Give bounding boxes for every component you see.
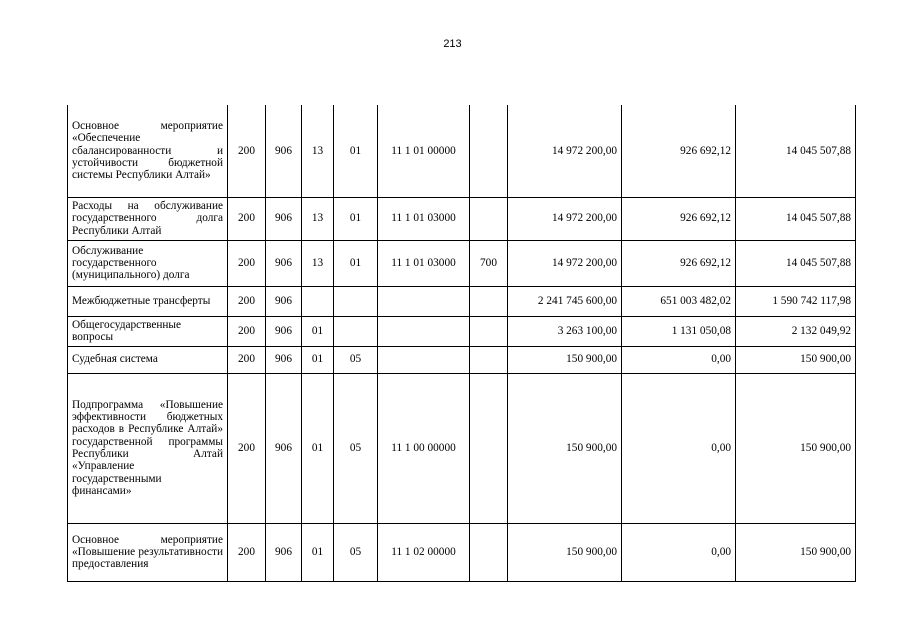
row-value-1: 150 900,00 <box>508 346 622 373</box>
row-code-5: 11 1 01 03000 <box>378 240 470 286</box>
table-row <box>68 316 856 346</box>
row-code-5: 11 1 00 00000 <box>378 373 470 523</box>
row-code-5: 11 1 01 03000 <box>378 197 470 240</box>
row-code-4: 01 <box>334 240 378 286</box>
row-value-2: 926 692,12 <box>622 197 736 240</box>
row-code-2: 906 <box>266 373 302 523</box>
row-value-1: 14 972 200,00 <box>508 197 622 240</box>
row-code-6: 700 <box>470 240 508 286</box>
row-code-4: 05 <box>334 523 378 581</box>
row-code-5 <box>378 346 470 373</box>
row-code-1: 200 <box>228 373 266 523</box>
row-value-3: 14 045 507,88 <box>736 197 856 240</box>
row-code-6 <box>470 316 508 346</box>
row-value-3: 1 590 742 117,98 <box>736 286 856 316</box>
row-value-1: 2 241 745 600,00 <box>508 286 622 316</box>
row-value-3: 14 045 507,88 <box>736 105 856 197</box>
row-code-3: 13 <box>302 105 334 197</box>
row-code-2: 906 <box>266 316 302 346</box>
row-name: Общегосударственные вопросы <box>68 316 228 346</box>
row-code-3: 01 <box>302 373 334 523</box>
row-code-4: 05 <box>334 373 378 523</box>
row-value-2: 0,00 <box>622 346 736 373</box>
row-value-2: 926 692,12 <box>622 105 736 197</box>
table-row <box>68 373 856 523</box>
row-code-1: 200 <box>228 316 266 346</box>
row-value-3: 150 900,00 <box>736 523 856 581</box>
row-code-4 <box>334 286 378 316</box>
row-code-4: 01 <box>334 197 378 240</box>
row-code-6 <box>470 373 508 523</box>
row-code-6 <box>470 197 508 240</box>
row-name: Подпрограмма «Повышение эффективности бюджетных расходов в Республике Алтай» государственной программы Республики Алтай «Управление государственными финансами» <box>68 373 228 523</box>
row-value-2: 651 003 482,02 <box>622 286 736 316</box>
row-value-1: 14 972 200,00 <box>508 105 622 197</box>
row-code-5: 11 1 02 00000 <box>378 523 470 581</box>
row-name: Межбюджетные трансферты <box>68 286 228 316</box>
row-code-6 <box>470 105 508 197</box>
row-value-3: 2 132 049,92 <box>736 316 856 346</box>
row-value-1: 14 972 200,00 <box>508 240 622 286</box>
budget-table <box>67 105 856 582</box>
table-row <box>68 286 856 316</box>
row-value-2: 926 692,12 <box>622 240 736 286</box>
row-code-4 <box>334 316 378 346</box>
row-code-5: 11 1 01 00000 <box>378 105 470 197</box>
row-name: Обслуживание государственного (муниципального) долга <box>68 240 228 286</box>
row-value-1: 150 900,00 <box>508 523 622 581</box>
row-name: Основное мероприятие «Обеспечение сбалансированности и устойчивости бюджетной системы Республики Алтай» <box>68 105 228 197</box>
row-value-2: 0,00 <box>622 523 736 581</box>
row-code-2: 906 <box>266 197 302 240</box>
row-value-3: 150 900,00 <box>736 373 856 523</box>
row-code-3: 01 <box>302 346 334 373</box>
row-name: Расходы на обслуживание государственного долга Республики Алтай <box>68 197 228 240</box>
row-code-3: 13 <box>302 197 334 240</box>
row-code-2: 906 <box>266 523 302 581</box>
row-code-2: 906 <box>266 346 302 373</box>
row-code-1: 200 <box>228 286 266 316</box>
table-row <box>68 346 856 373</box>
row-code-4: 01 <box>334 105 378 197</box>
row-code-1: 200 <box>228 240 266 286</box>
row-value-1: 3 263 100,00 <box>508 316 622 346</box>
row-code-3: 13 <box>302 240 334 286</box>
row-code-1: 200 <box>228 346 266 373</box>
row-value-2: 1 131 050,08 <box>622 316 736 346</box>
row-code-6 <box>470 286 508 316</box>
row-value-1: 150 900,00 <box>508 373 622 523</box>
row-code-1: 200 <box>228 523 266 581</box>
table-row <box>68 105 856 197</box>
row-code-3: 01 <box>302 316 334 346</box>
table-row <box>68 523 856 581</box>
table-row <box>68 240 856 286</box>
row-name: Судебная система <box>68 346 228 373</box>
table-row <box>68 197 856 240</box>
row-value-3: 150 900,00 <box>736 346 856 373</box>
row-code-2: 906 <box>266 286 302 316</box>
row-value-2: 0,00 <box>622 373 736 523</box>
row-code-1: 200 <box>228 105 266 197</box>
row-code-5 <box>378 286 470 316</box>
row-code-6 <box>470 346 508 373</box>
row-code-1: 200 <box>228 197 266 240</box>
page-number: 213 <box>443 38 462 50</box>
row-value-3: 14 045 507,88 <box>736 240 856 286</box>
row-code-5 <box>378 316 470 346</box>
row-code-2: 906 <box>266 240 302 286</box>
row-code-3 <box>302 286 334 316</box>
row-code-3: 01 <box>302 523 334 581</box>
row-code-6 <box>470 523 508 581</box>
row-code-4: 05 <box>334 346 378 373</box>
row-code-2: 906 <box>266 105 302 197</box>
row-name: Основное мероприятие «Повышение результативности предоставления <box>68 523 228 581</box>
